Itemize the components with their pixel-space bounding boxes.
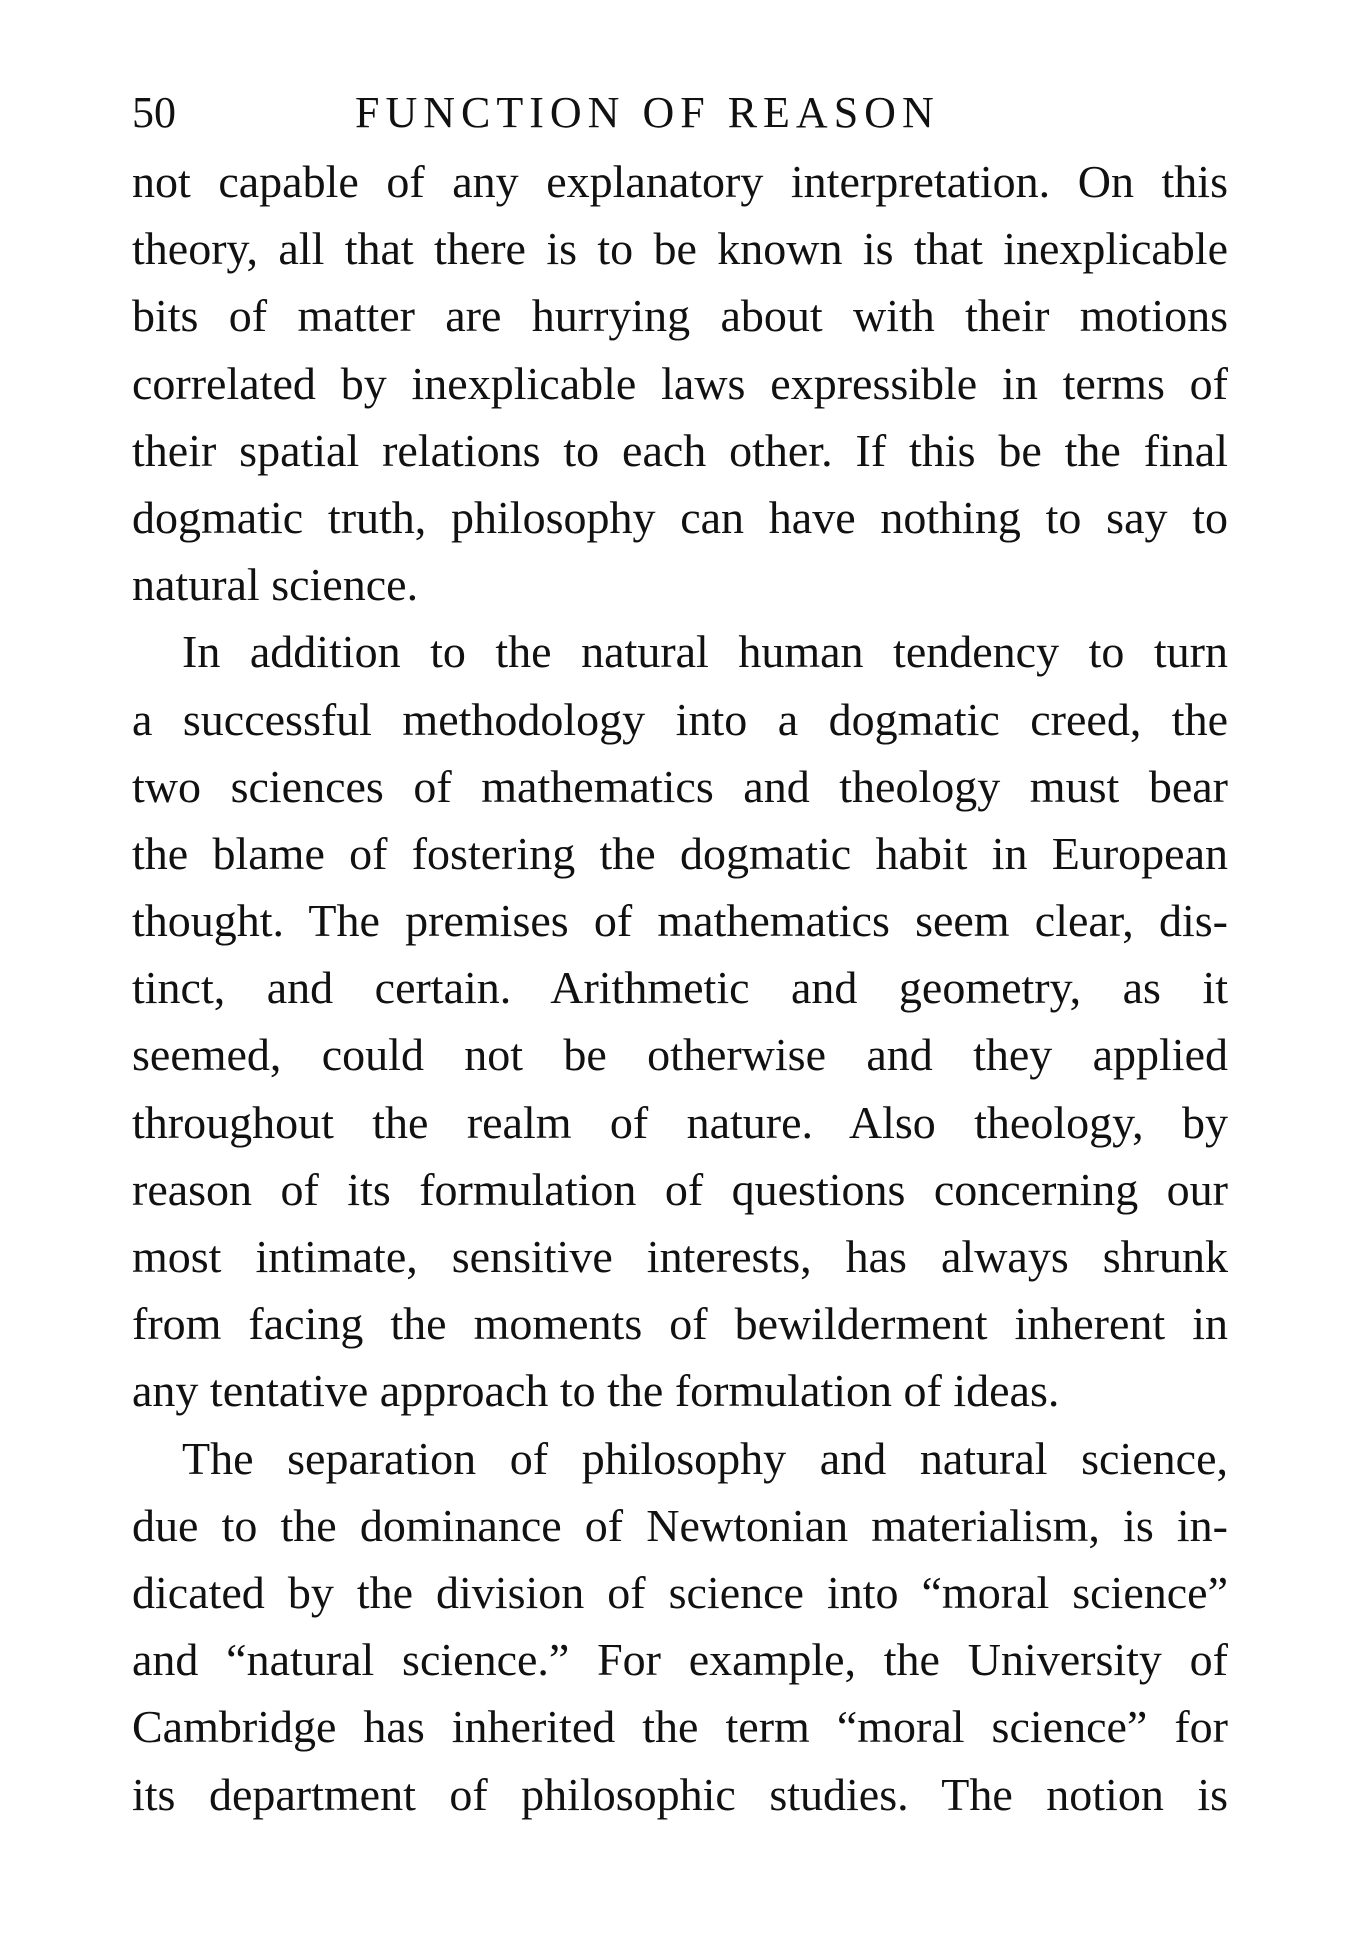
text-line: thought. The premises of mathematics seem clear, dis- — [132, 895, 1228, 947]
text-line: its department of philosophic studies. The notion is — [132, 1768, 1228, 1820]
text-line: The separation of philosophy and natural science, — [182, 1432, 1228, 1484]
text-line: and “natural science.” For example, the University of — [132, 1634, 1228, 1686]
text-line: theory, all that there is to be known is that inexplicable — [132, 223, 1228, 275]
text-line: bits of matter are hurrying about with their motions — [132, 290, 1228, 342]
text-line: In addition to the natural human tendency to turn — [182, 626, 1228, 678]
text-line: tinct, and certain. Arithmetic and geometry, as it — [132, 962, 1228, 1014]
running-head — [132, 78, 1232, 148]
text-line: natural science. — [132, 559, 419, 611]
text-line: two sciences of mathematics and theology must bear — [132, 760, 1228, 812]
text-line: dogmatic truth, philosophy can have nothing to say to — [132, 491, 1228, 543]
text-line: a successful methodology into a dogmatic creed, the — [132, 693, 1228, 745]
body-text — [132, 148, 1228, 1828]
page-number: 50 — [132, 88, 176, 137]
text-line: the blame of fostering the dogmatic habit in European — [132, 827, 1228, 879]
text-line: their spatial relations to each other. If this be the final — [132, 424, 1228, 476]
text-line: any tentative approach to the formulation of ideas. — [132, 1365, 1060, 1417]
text-line: seemed, could not be otherwise and they applied — [132, 1029, 1228, 1081]
text-line: throughout the realm of nature. Also theology, by — [132, 1096, 1228, 1148]
text-line: due to the dominance of Newtonian materialism, is in- — [132, 1499, 1228, 1551]
text-line: from facing the moments of bewilderment inherent in — [132, 1298, 1228, 1350]
text-line: dicated by the division of science into “moral science” — [132, 1566, 1228, 1618]
text-line: most intimate, sensitive interests, has always shrunk — [132, 1231, 1228, 1282]
text-line: correlated by inexplicable laws expressible in terms of — [132, 357, 1228, 409]
text-line: not capable of any explanatory interpretation. On this — [132, 156, 1228, 207]
chapter-title: FUNCTION OF REASON — [355, 88, 940, 137]
text-line: Cambridge has inherited the term “moral science” for — [132, 1701, 1228, 1753]
text-line: reason of its formulation of questions concerning our — [132, 1163, 1228, 1215]
